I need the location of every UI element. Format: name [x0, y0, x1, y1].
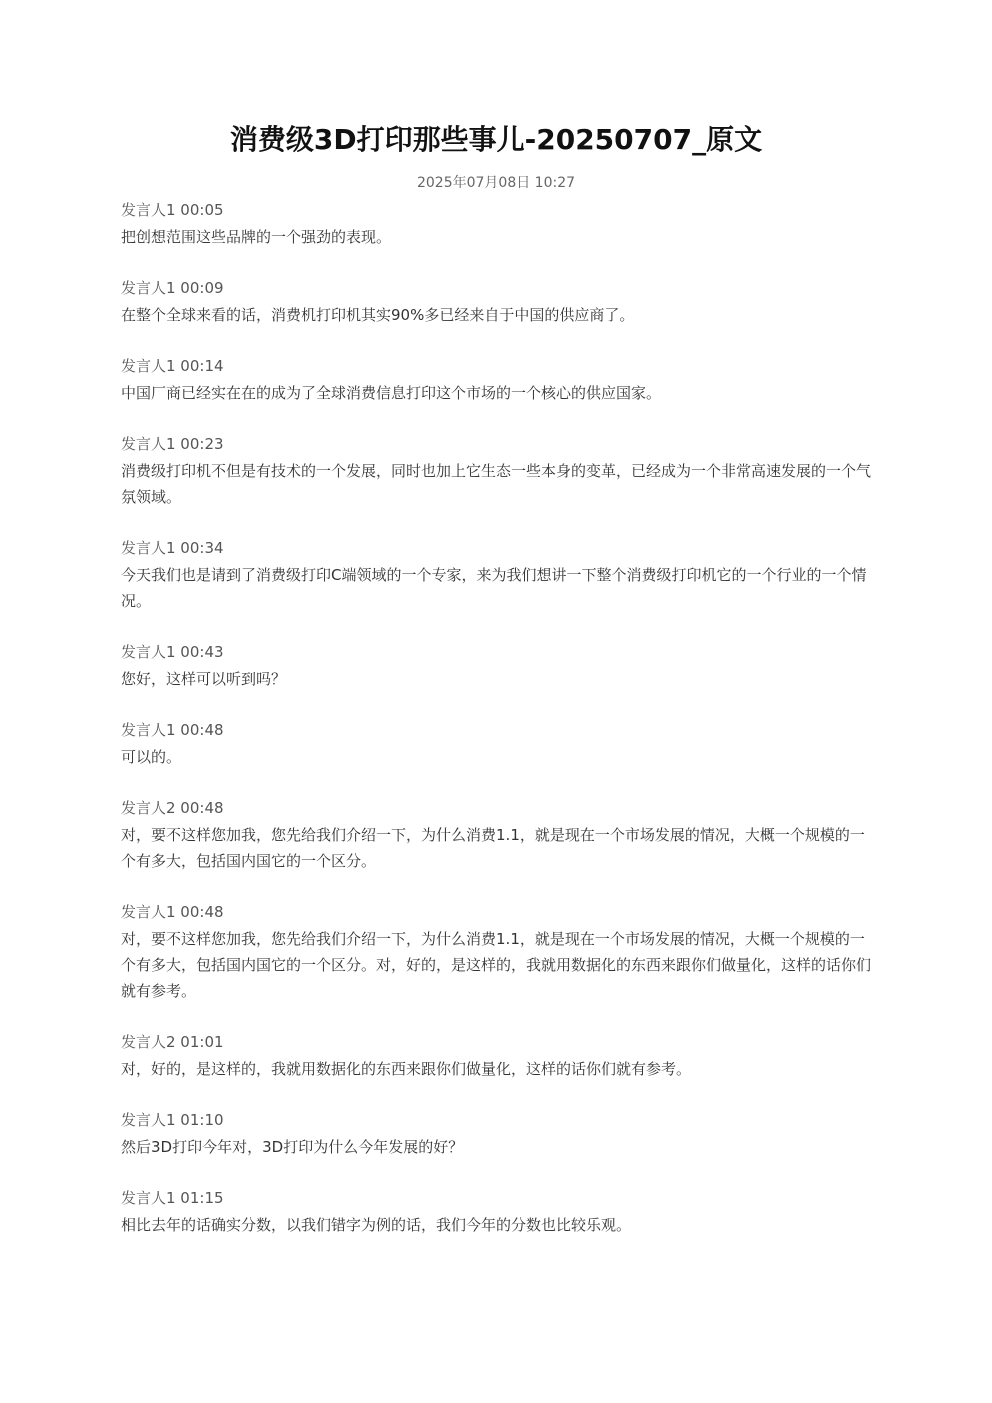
speech-text: 可以的。 [121, 748, 182, 766]
transcript-entry [121, 1108, 873, 1160]
speech-text: 相比去年的话确实分数，以我们错字为例的话，我们今年的分数也比较乐观。 [121, 1216, 632, 1234]
speech-text: 消费级打印机不但是有技术的一个发展，同时也加上它生态一些本身的变革，已经成为一个非常高速发展的一个气氛领域。 [121, 462, 872, 506]
speaker-timestamp: 发言人2 01:01 [121, 1033, 224, 1051]
transcript-entry [121, 900, 873, 1004]
transcript-entry [121, 718, 873, 770]
document-date: 2025年07月08日 10:27 [416, 175, 576, 191]
transcript [121, 198, 873, 1264]
speaker-timestamp: 发言人1 00:43 [121, 643, 224, 661]
document-title: 消费级3D打印那些事儿-20250707_原文 [229, 123, 763, 156]
transcript-entry [121, 1186, 873, 1238]
speaker-timestamp: 发言人1 01:15 [121, 1189, 224, 1207]
transcript-entry [121, 640, 873, 692]
speaker-timestamp: 发言人1 00:34 [121, 539, 224, 557]
transcript-entry [121, 536, 873, 614]
speaker-timestamp: 发言人1 00:05 [121, 201, 224, 219]
speaker-timestamp: 发言人1 00:14 [121, 357, 224, 375]
speech-text: 对，要不这样您加我，您先给我们介绍一下，为什么消费1.1，就是现在一个市场发展的情况，大概一个规模的一个有多大，包括国内国它的一个区分。 [121, 826, 865, 870]
transcript-entry [121, 354, 873, 406]
transcript-entry [121, 276, 873, 328]
speaker-timestamp: 发言人1 01:10 [121, 1111, 224, 1129]
speech-text: 中国厂商已经实在在的成为了全球消费信息打印这个市场的一个核心的供应国家。 [121, 384, 662, 402]
speaker-timestamp: 发言人2 00:48 [121, 799, 224, 817]
speech-text: 对，要不这样您加我，您先给我们介绍一下，为什么消费1.1，就是现在一个市场发展的情况，大概一个规模的一个有多大，包括国内国它的一个区分。对，好的，是这样的，我就用数据化的东西来跟你们做量化，这样的话你们就有参考。 [121, 930, 872, 1000]
transcript-entry [121, 1030, 873, 1082]
speech-text: 把创想范围这些品牌的一个强劲的表现。 [121, 228, 392, 246]
transcript-entry [121, 796, 873, 874]
speaker-timestamp: 发言人1 00:48 [121, 903, 224, 921]
transcript-entry [121, 432, 873, 510]
speaker-timestamp: 发言人1 00:09 [121, 279, 224, 297]
transcript-entry [121, 198, 873, 250]
speech-text: 在整个全球来看的话，消费机打印机其实90%多已经来自于中国的供应商了。 [121, 306, 635, 324]
speech-text: 今天我们也是请到了消费级打印C端领域的一个专家，来为我们想讲一下整个消费级打印机它的一个行业的一个情况。 [121, 566, 867, 610]
speech-text: 对，好的，是这样的，我就用数据化的东西来跟你们做量化，这样的话你们就有参考。 [121, 1060, 692, 1078]
speaker-timestamp: 发言人1 00:23 [121, 435, 224, 453]
speaker-timestamp: 发言人1 00:48 [121, 721, 224, 739]
speech-text: 然后3D打印今年对，3D打印为什么今年发展的好？ [121, 1138, 464, 1156]
speech-text: 您好，这样可以听到吗？ [121, 670, 287, 688]
